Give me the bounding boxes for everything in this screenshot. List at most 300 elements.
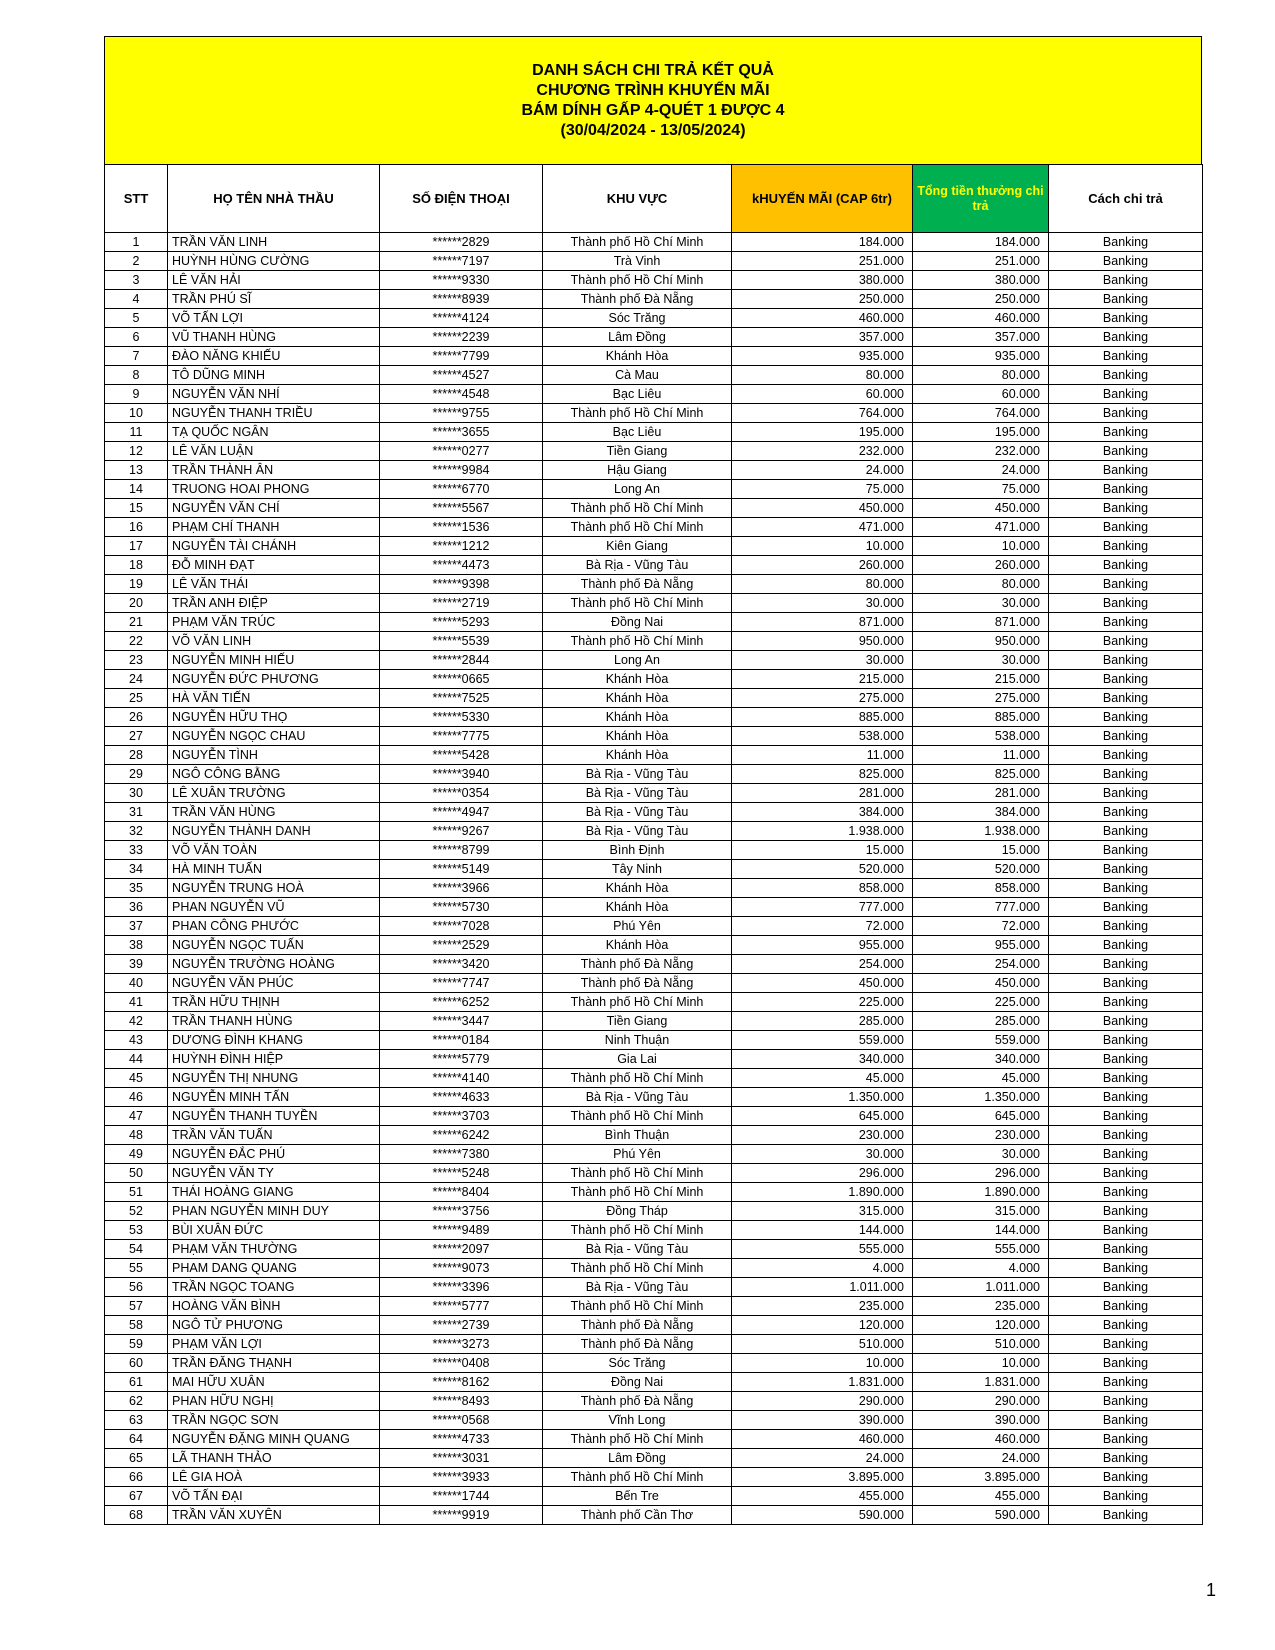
cell-area: Thành phố Hồ Chí Minh xyxy=(543,1069,732,1088)
cell-total: 1.350.000 xyxy=(913,1088,1049,1107)
cell-promo: 120.000 xyxy=(732,1316,913,1335)
cell-total: 80.000 xyxy=(913,366,1049,385)
cell-method: Banking xyxy=(1049,746,1203,765)
cell-method: Banking xyxy=(1049,1069,1203,1088)
cell-area: Bà Rịa - Vũng Tàu xyxy=(543,822,732,841)
cell-phone: ******3940 xyxy=(380,765,543,784)
table-row xyxy=(105,1107,1203,1126)
cell-total: 380.000 xyxy=(913,271,1049,290)
cell-promo: 285.000 xyxy=(732,1012,913,1031)
cell-stt: 17 xyxy=(105,537,168,556)
table-row xyxy=(105,632,1203,651)
cell-stt: 45 xyxy=(105,1069,168,1088)
cell-stt: 54 xyxy=(105,1240,168,1259)
cell-promo: 777.000 xyxy=(732,898,913,917)
cell-stt: 46 xyxy=(105,1088,168,1107)
cell-stt: 52 xyxy=(105,1202,168,1221)
col-header-stt: STT xyxy=(105,165,168,233)
cell-name: NGUYỄN THÀNH DANH xyxy=(168,822,380,841)
cell-name: VÕ TẤN ĐẠI xyxy=(168,1487,380,1506)
cell-area: Hậu Giang xyxy=(543,461,732,480)
cell-name: NGÔ CÔNG BẰNG xyxy=(168,765,380,784)
cell-promo: 1.938.000 xyxy=(732,822,913,841)
cell-method: Banking xyxy=(1049,1392,1203,1411)
cell-phone: ******0354 xyxy=(380,784,543,803)
cell-total: 11.000 xyxy=(913,746,1049,765)
cell-name: TÔ DŨNG MINH xyxy=(168,366,380,385)
table-row xyxy=(105,1297,1203,1316)
cell-area: Phú Yên xyxy=(543,1145,732,1164)
table-row xyxy=(105,917,1203,936)
cell-total: 885.000 xyxy=(913,708,1049,727)
cell-stt: 41 xyxy=(105,993,168,1012)
cell-name: NGUYỄN TÀI CHÁNH xyxy=(168,537,380,556)
cell-total: 777.000 xyxy=(913,898,1049,917)
cell-area: Thành phố Hồ Chí Minh xyxy=(543,1259,732,1278)
cell-phone: ******9330 xyxy=(380,271,543,290)
table-row xyxy=(105,1088,1203,1107)
cell-area: Tây Ninh xyxy=(543,860,732,879)
cell-area: Thành phố Đà Nẵng xyxy=(543,1316,732,1335)
cell-name: BÙI XUÂN ĐỨC xyxy=(168,1221,380,1240)
table-row xyxy=(105,803,1203,822)
cell-area: Khánh Hòa xyxy=(543,936,732,955)
cell-area: Khánh Hòa xyxy=(543,689,732,708)
cell-promo: 296.000 xyxy=(732,1164,913,1183)
cell-method: Banking xyxy=(1049,1411,1203,1430)
cell-method: Banking xyxy=(1049,1183,1203,1202)
cell-method: Banking xyxy=(1049,1278,1203,1297)
cell-promo: 559.000 xyxy=(732,1031,913,1050)
cell-total: 275.000 xyxy=(913,689,1049,708)
table-row xyxy=(105,1449,1203,1468)
cell-total: 825.000 xyxy=(913,765,1049,784)
cell-total: 260.000 xyxy=(913,556,1049,575)
table-row xyxy=(105,1335,1203,1354)
cell-total: 950.000 xyxy=(913,632,1049,651)
cell-area: Bạc Liêu xyxy=(543,385,732,404)
cell-area: Thành phố Đà Nẵng xyxy=(543,290,732,309)
cell-stt: 40 xyxy=(105,974,168,993)
cell-promo: 871.000 xyxy=(732,613,913,632)
header-row xyxy=(105,165,1203,233)
cell-area: Đồng Tháp xyxy=(543,1202,732,1221)
cell-phone: ******3655 xyxy=(380,423,543,442)
cell-promo: 3.895.000 xyxy=(732,1468,913,1487)
cell-method: Banking xyxy=(1049,1430,1203,1449)
cell-area: Gia Lai xyxy=(543,1050,732,1069)
cell-method: Banking xyxy=(1049,404,1203,423)
cell-method: Banking xyxy=(1049,423,1203,442)
cell-promo: 260.000 xyxy=(732,556,913,575)
cell-stt: 24 xyxy=(105,670,168,689)
cell-name: NGUYỄN TRUNG HOÀ xyxy=(168,879,380,898)
cell-total: 384.000 xyxy=(913,803,1049,822)
cell-name: TRẦN ĐĂNG THẠNH xyxy=(168,1354,380,1373)
cell-total: 340.000 xyxy=(913,1050,1049,1069)
cell-promo: 1.831.000 xyxy=(732,1373,913,1392)
cell-method: Banking xyxy=(1049,1373,1203,1392)
cell-promo: 460.000 xyxy=(732,309,913,328)
cell-promo: 825.000 xyxy=(732,765,913,784)
cell-area: Tiền Giang xyxy=(543,442,732,461)
cell-promo: 225.000 xyxy=(732,993,913,1012)
cell-area: Thành phố Hồ Chí Minh xyxy=(543,518,732,537)
cell-method: Banking xyxy=(1049,936,1203,955)
cell-promo: 15.000 xyxy=(732,841,913,860)
cell-area: Thành phố Hồ Chí Minh xyxy=(543,271,732,290)
table-row xyxy=(105,1069,1203,1088)
table-row xyxy=(105,233,1203,252)
cell-total: 520.000 xyxy=(913,860,1049,879)
table-row xyxy=(105,442,1203,461)
cell-total: 285.000 xyxy=(913,1012,1049,1031)
cell-phone: ******5428 xyxy=(380,746,543,765)
cell-area: Bà Rịa - Vũng Tàu xyxy=(543,803,732,822)
cell-promo: 10.000 xyxy=(732,537,913,556)
cell-stt: 49 xyxy=(105,1145,168,1164)
cell-area: Thành phố Đà Nẵng xyxy=(543,1392,732,1411)
cell-name: PHẠM CHÍ THANH xyxy=(168,518,380,537)
cell-stt: 5 xyxy=(105,309,168,328)
cell-method: Banking xyxy=(1049,480,1203,499)
cell-phone: ******5149 xyxy=(380,860,543,879)
cell-name: NGUYỄN VĂN TY xyxy=(168,1164,380,1183)
cell-area: Thành phố Hồ Chí Minh xyxy=(543,233,732,252)
cell-method: Banking xyxy=(1049,784,1203,803)
cell-phone: ******9755 xyxy=(380,404,543,423)
cell-method: Banking xyxy=(1049,1506,1203,1525)
cell-stt: 8 xyxy=(105,366,168,385)
cell-method: Banking xyxy=(1049,1107,1203,1126)
cell-area: Thành phố Hồ Chí Minh xyxy=(543,1221,732,1240)
cell-promo: 555.000 xyxy=(732,1240,913,1259)
cell-phone: ******2844 xyxy=(380,651,543,670)
cell-promo: 885.000 xyxy=(732,708,913,727)
cell-total: 1.831.000 xyxy=(913,1373,1049,1392)
cell-phone: ******0184 xyxy=(380,1031,543,1050)
cell-promo: 538.000 xyxy=(732,727,913,746)
cell-area: Đồng Nai xyxy=(543,1373,732,1392)
cell-name: TRẦN VĂN TUẤN xyxy=(168,1126,380,1145)
cell-phone: ******9398 xyxy=(380,575,543,594)
cell-area: Long An xyxy=(543,651,732,670)
cell-promo: 235.000 xyxy=(732,1297,913,1316)
cell-stt: 27 xyxy=(105,727,168,746)
cell-promo: 764.000 xyxy=(732,404,913,423)
cell-method: Banking xyxy=(1049,1316,1203,1335)
cell-phone: ******7525 xyxy=(380,689,543,708)
table-row xyxy=(105,860,1203,879)
cell-phone: ******7747 xyxy=(380,974,543,993)
cell-promo: 340.000 xyxy=(732,1050,913,1069)
table-row xyxy=(105,309,1203,328)
cell-total: 315.000 xyxy=(913,1202,1049,1221)
cell-method: Banking xyxy=(1049,1202,1203,1221)
cell-method: Banking xyxy=(1049,1335,1203,1354)
cell-method: Banking xyxy=(1049,613,1203,632)
col-header-method: Cách chi trả xyxy=(1049,165,1203,233)
cell-stt: 11 xyxy=(105,423,168,442)
cell-stt: 34 xyxy=(105,860,168,879)
cell-phone: ******4124 xyxy=(380,309,543,328)
cell-total: 590.000 xyxy=(913,1506,1049,1525)
cell-stt: 39 xyxy=(105,955,168,974)
cell-promo: 30.000 xyxy=(732,1145,913,1164)
table-row xyxy=(105,651,1203,670)
cell-total: 72.000 xyxy=(913,917,1049,936)
cell-promo: 281.000 xyxy=(732,784,913,803)
cell-phone: ******8404 xyxy=(380,1183,543,1202)
cell-name: LÊ VĂN THÁI xyxy=(168,575,380,594)
table-row xyxy=(105,993,1203,1012)
cell-stt: 50 xyxy=(105,1164,168,1183)
cell-stt: 60 xyxy=(105,1354,168,1373)
cell-method: Banking xyxy=(1049,1126,1203,1145)
cell-phone: ******3396 xyxy=(380,1278,543,1297)
cell-phone: ******4633 xyxy=(380,1088,543,1107)
page-number: 1 xyxy=(1206,1580,1217,1600)
table-row xyxy=(105,1373,1203,1392)
title-line-4: (30/04/2024 - 13/05/2024) xyxy=(560,121,746,139)
cell-phone: ******0568 xyxy=(380,1411,543,1430)
cell-phone: ******4473 xyxy=(380,556,543,575)
cell-method: Banking xyxy=(1049,499,1203,518)
table-row xyxy=(105,1354,1203,1373)
cell-stt: 64 xyxy=(105,1430,168,1449)
cell-phone: ******5777 xyxy=(380,1297,543,1316)
cell-method: Banking xyxy=(1049,233,1203,252)
table-row xyxy=(105,727,1203,746)
cell-name: HOÀNG VĂN BÌNH xyxy=(168,1297,380,1316)
cell-name: LÊ XUÂN TRƯỜNG xyxy=(168,784,380,803)
cell-stt: 12 xyxy=(105,442,168,461)
cell-name: TRẦN HỮU THỊNH xyxy=(168,993,380,1012)
col-header-total: Tổng tiền thưởng chi trả xyxy=(913,165,1049,233)
cell-phone: ******3756 xyxy=(380,1202,543,1221)
cell-phone: ******3703 xyxy=(380,1107,543,1126)
cell-stt: 56 xyxy=(105,1278,168,1297)
table-row xyxy=(105,1240,1203,1259)
cell-name: TRẦN ANH ĐIỆP xyxy=(168,594,380,613)
cell-total: 24.000 xyxy=(913,1449,1049,1468)
cell-phone: ******3933 xyxy=(380,1468,543,1487)
cell-total: 230.000 xyxy=(913,1126,1049,1145)
cell-stt: 42 xyxy=(105,1012,168,1031)
cell-name: NGUYỄN VĂN NHÍ xyxy=(168,385,380,404)
cell-total: 460.000 xyxy=(913,309,1049,328)
table-row xyxy=(105,936,1203,955)
cell-method: Banking xyxy=(1049,594,1203,613)
title-line-2: CHƯƠNG TRÌNH KHUYẾN MÃI xyxy=(536,81,770,99)
cell-area: Sóc Trăng xyxy=(543,1354,732,1373)
cell-method: Banking xyxy=(1049,1354,1203,1373)
cell-total: 250.000 xyxy=(913,290,1049,309)
cell-name: DƯƠNG ĐÌNH KHANG xyxy=(168,1031,380,1050)
cell-total: 935.000 xyxy=(913,347,1049,366)
cell-phone: ******6770 xyxy=(380,480,543,499)
cell-method: Banking xyxy=(1049,1487,1203,1506)
table-row xyxy=(105,613,1203,632)
table-row xyxy=(105,575,1203,594)
cell-phone: ******9073 xyxy=(380,1259,543,1278)
cell-method: Banking xyxy=(1049,879,1203,898)
table-row xyxy=(105,708,1203,727)
cell-total: 357.000 xyxy=(913,328,1049,347)
cell-total: 290.000 xyxy=(913,1392,1049,1411)
payout-sheet xyxy=(104,36,1202,1525)
cell-name: PHAN NGUYỄN MINH DUY xyxy=(168,1202,380,1221)
cell-phone: ******5539 xyxy=(380,632,543,651)
cell-total: 390.000 xyxy=(913,1411,1049,1430)
table-row xyxy=(105,784,1203,803)
title-line-1: DANH SÁCH CHI TRẢ KẾT QUẢ xyxy=(532,61,774,79)
cell-stt: 2 xyxy=(105,252,168,271)
cell-area: Thành phố Hồ Chí Minh xyxy=(543,1107,732,1126)
cell-method: Banking xyxy=(1049,309,1203,328)
cell-promo: 520.000 xyxy=(732,860,913,879)
cell-phone: ******6242 xyxy=(380,1126,543,1145)
cell-promo: 390.000 xyxy=(732,1411,913,1430)
table-row xyxy=(105,347,1203,366)
table-row xyxy=(105,1183,1203,1202)
cell-promo: 60.000 xyxy=(732,385,913,404)
cell-stt: 14 xyxy=(105,480,168,499)
cell-stt: 37 xyxy=(105,917,168,936)
cell-phone: ******1744 xyxy=(380,1487,543,1506)
cell-area: Bà Rịa - Vũng Tàu xyxy=(543,1240,732,1259)
cell-total: 10.000 xyxy=(913,537,1049,556)
cell-stt: 38 xyxy=(105,936,168,955)
cell-stt: 13 xyxy=(105,461,168,480)
cell-total: 10.000 xyxy=(913,1354,1049,1373)
cell-area: Khánh Hòa xyxy=(543,879,732,898)
cell-method: Banking xyxy=(1049,385,1203,404)
cell-stt: 63 xyxy=(105,1411,168,1430)
col-header-promo: kHUYẾN MÃI (CAP 6tr) xyxy=(732,165,913,233)
cell-stt: 22 xyxy=(105,632,168,651)
cell-name: NGUYỄN TÌNH xyxy=(168,746,380,765)
table-row xyxy=(105,461,1203,480)
cell-promo: 275.000 xyxy=(732,689,913,708)
table-row xyxy=(105,1411,1203,1430)
cell-stt: 32 xyxy=(105,822,168,841)
cell-method: Banking xyxy=(1049,689,1203,708)
cell-area: Khánh Hòa xyxy=(543,898,732,917)
cell-promo: 290.000 xyxy=(732,1392,913,1411)
cell-total: 858.000 xyxy=(913,879,1049,898)
cell-name: NGUYỄN MINH TẤN xyxy=(168,1088,380,1107)
table-row xyxy=(105,1278,1203,1297)
cell-stt: 31 xyxy=(105,803,168,822)
cell-stt: 44 xyxy=(105,1050,168,1069)
cell-stt: 61 xyxy=(105,1373,168,1392)
cell-stt: 35 xyxy=(105,879,168,898)
cell-phone: ******9489 xyxy=(380,1221,543,1240)
cell-total: 450.000 xyxy=(913,499,1049,518)
cell-name: THÁI HOÀNG GIANG xyxy=(168,1183,380,1202)
cell-area: Khánh Hòa xyxy=(543,347,732,366)
cell-area: Thành phố Hồ Chí Minh xyxy=(543,993,732,1012)
cell-area: Thành phố Cần Thơ xyxy=(543,1506,732,1525)
cell-name: NGUYỄN ĐẮC PHÚ xyxy=(168,1145,380,1164)
table-row xyxy=(105,404,1203,423)
cell-total: 4.000 xyxy=(913,1259,1049,1278)
cell-method: Banking xyxy=(1049,461,1203,480)
cell-phone: ******4733 xyxy=(380,1430,543,1449)
cell-promo: 215.000 xyxy=(732,670,913,689)
cell-stt: 36 xyxy=(105,898,168,917)
table-row xyxy=(105,1392,1203,1411)
cell-total: 1.890.000 xyxy=(913,1183,1049,1202)
cell-total: 559.000 xyxy=(913,1031,1049,1050)
cell-promo: 858.000 xyxy=(732,879,913,898)
cell-name: PHAN NGUYỄN VŨ xyxy=(168,898,380,917)
table-row xyxy=(105,746,1203,765)
cell-area: Thành phố Hồ Chí Minh xyxy=(543,1183,732,1202)
cell-phone: ******5779 xyxy=(380,1050,543,1069)
cell-stt: 48 xyxy=(105,1126,168,1145)
cell-phone: ******9919 xyxy=(380,1506,543,1525)
cell-method: Banking xyxy=(1049,955,1203,974)
cell-method: Banking xyxy=(1049,1221,1203,1240)
cell-area: Lâm Đồng xyxy=(543,328,732,347)
cell-phone: ******2739 xyxy=(380,1316,543,1335)
payout-table xyxy=(104,164,1203,1525)
cell-stt: 66 xyxy=(105,1468,168,1487)
cell-name: HÀ VĂN TIẾN xyxy=(168,689,380,708)
cell-area: Thành phố Hồ Chí Minh xyxy=(543,1430,732,1449)
cell-stt: 15 xyxy=(105,499,168,518)
cell-name: NGUYỄN NGỌC CHAU xyxy=(168,727,380,746)
table-row xyxy=(105,670,1203,689)
cell-name: PHẠM VĂN THƯỜNG xyxy=(168,1240,380,1259)
cell-phone: ******3273 xyxy=(380,1335,543,1354)
cell-area: Thành phố Đà Nẵng xyxy=(543,974,732,993)
cell-method: Banking xyxy=(1049,708,1203,727)
table-row xyxy=(105,328,1203,347)
cell-name: NGUYỄN MINH HIẾU xyxy=(168,651,380,670)
cell-method: Banking xyxy=(1049,271,1203,290)
cell-promo: 250.000 xyxy=(732,290,913,309)
cell-total: 232.000 xyxy=(913,442,1049,461)
cell-promo: 450.000 xyxy=(732,974,913,993)
cell-method: Banking xyxy=(1049,537,1203,556)
table-row xyxy=(105,499,1203,518)
cell-total: 1.011.000 xyxy=(913,1278,1049,1297)
cell-method: Banking xyxy=(1049,993,1203,1012)
cell-area: Sóc Trăng xyxy=(543,309,732,328)
cell-name: NGÔ TỬ PHƯƠNG xyxy=(168,1316,380,1335)
cell-promo: 471.000 xyxy=(732,518,913,537)
cell-area: Thành phố Hồ Chí Minh xyxy=(543,1164,732,1183)
cell-method: Banking xyxy=(1049,632,1203,651)
cell-promo: 357.000 xyxy=(732,328,913,347)
cell-promo: 144.000 xyxy=(732,1221,913,1240)
cell-area: Kiên Giang xyxy=(543,537,732,556)
cell-promo: 30.000 xyxy=(732,594,913,613)
cell-area: Khánh Hòa xyxy=(543,708,732,727)
cell-promo: 195.000 xyxy=(732,423,913,442)
cell-area: Bình Định xyxy=(543,841,732,860)
cell-promo: 315.000 xyxy=(732,1202,913,1221)
title-banner xyxy=(104,36,1202,164)
cell-total: 144.000 xyxy=(913,1221,1049,1240)
cell-method: Banking xyxy=(1049,1088,1203,1107)
cell-phone: ******2719 xyxy=(380,594,543,613)
cell-area: Thành phố Hồ Chí Minh xyxy=(543,1468,732,1487)
cell-promo: 510.000 xyxy=(732,1335,913,1354)
